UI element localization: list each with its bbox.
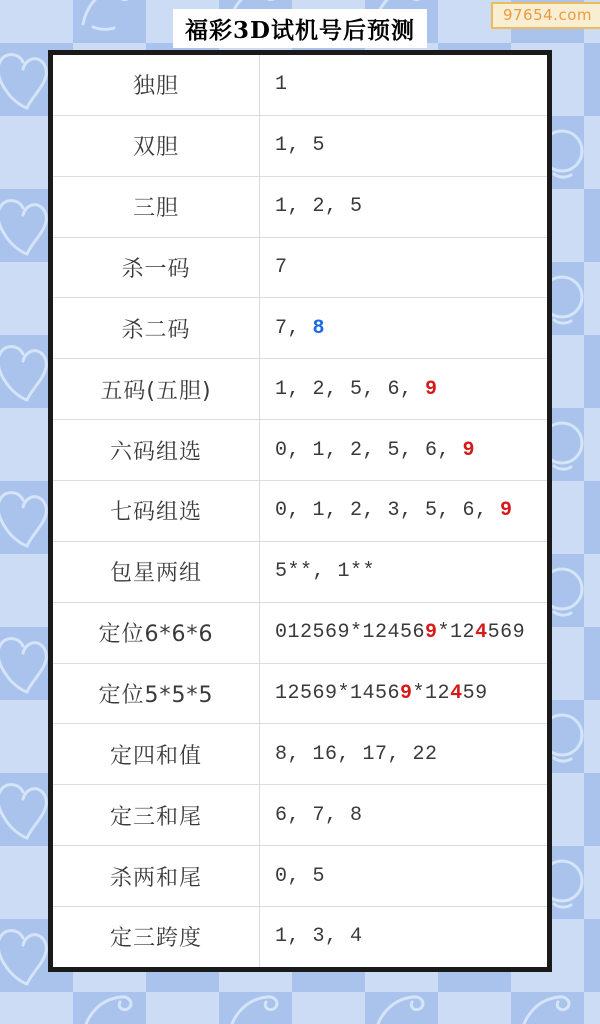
row-value [260, 359, 547, 419]
row-label: 定四和值 [53, 724, 260, 784]
swirl-doodle-icon [77, 988, 143, 1024]
value-segment-default: 59 [462, 682, 488, 706]
table-row [53, 845, 547, 906]
table-row [53, 541, 547, 602]
row-label: 独胆 [53, 55, 260, 115]
row-label: 五码(五胆) [53, 359, 260, 419]
row-label: 定三和尾 [53, 785, 260, 845]
value-segment-default: 0, 5 [275, 864, 326, 888]
table-row [53, 723, 547, 784]
value-segment-blue: 8 [312, 316, 326, 340]
value-segment-default: 7 [275, 256, 288, 279]
value-segment-default: 1, 3, 4 [275, 925, 363, 949]
swirl-doodle-icon [223, 988, 289, 1024]
heart-doodle-icon [0, 780, 50, 840]
value-segment-default: *12 [412, 682, 451, 706]
table-row [53, 55, 547, 115]
value-segment-default: 8, 16, 17, 22 [275, 742, 438, 766]
row-label: 三胆 [53, 177, 260, 237]
table-row [53, 176, 547, 237]
page-title: 福彩3D试机号后预测 [173, 9, 427, 48]
row-value [260, 420, 547, 480]
row-label: 定位5*5*5 [53, 664, 260, 724]
row-value [260, 481, 547, 541]
row-value [260, 846, 547, 906]
value-segment-red: 9 [500, 499, 513, 523]
row-value [260, 177, 547, 237]
swirl-doodle-icon [77, 0, 143, 32]
row-label: 包星两组 [53, 542, 260, 602]
row-label: 六码组选 [53, 420, 260, 480]
row-value [260, 907, 547, 967]
row-value [260, 238, 547, 298]
heart-doodle-icon [0, 50, 50, 110]
value-segment-default: 0, 1, 2, 3, 5, 6, [275, 499, 501, 523]
table-row [53, 480, 547, 541]
watermark-badge: 97654.com [491, 2, 600, 29]
value-segment-default: 5**, 1** [275, 560, 376, 584]
value-segment-default: 0, 1, 2, 5, 6, [275, 438, 463, 462]
row-value [260, 785, 547, 845]
swirl-doodle-icon [369, 988, 435, 1024]
row-label: 七码组选 [53, 481, 260, 541]
value-segment-default: 012569*12456 [275, 621, 426, 645]
value-segment-default: 569 [487, 621, 526, 645]
value-segment-red: 9 [425, 621, 438, 645]
table-row [53, 663, 547, 724]
row-value [260, 542, 547, 602]
value-segment-default: 1, 5 [275, 134, 326, 158]
table-row [53, 784, 547, 845]
row-label: 杀一码 [53, 238, 260, 298]
table-row [53, 602, 547, 663]
row-value [260, 664, 547, 724]
value-segment-default: 12569*1456 [275, 682, 401, 706]
row-value [260, 298, 547, 358]
value-segment-default: 1, 2, 5 [275, 195, 363, 219]
table-row [53, 419, 547, 480]
table-row [53, 358, 547, 419]
value-segment-default: *12 [437, 621, 476, 645]
row-label: 杀两和尾 [53, 846, 260, 906]
value-segment-default: 1, 2, 5, 6, [275, 377, 426, 401]
row-label: 定位6*6*6 [53, 603, 260, 663]
swirl-doodle-icon [515, 988, 581, 1024]
heart-doodle-icon [0, 926, 50, 986]
heart-doodle-icon [0, 196, 50, 256]
table-row [53, 297, 547, 358]
row-value [260, 724, 547, 784]
value-segment-red: 9 [462, 438, 476, 462]
row-value [260, 116, 547, 176]
table-row [53, 237, 547, 298]
value-segment-red: 9 [425, 377, 438, 401]
value-segment-default: 7, [275, 316, 313, 340]
heart-doodle-icon [0, 634, 50, 694]
value-segment-red: 4 [475, 621, 488, 645]
value-segment-default: 6, 7, 8 [275, 803, 363, 827]
table-row [53, 906, 547, 967]
heart-doodle-icon [0, 342, 50, 402]
table-row [53, 115, 547, 176]
row-label: 定三跨度 [53, 907, 260, 967]
row-value [260, 603, 547, 663]
row-label: 双胆 [53, 116, 260, 176]
prediction-table [48, 50, 552, 972]
row-label: 杀二码 [53, 298, 260, 358]
row-value [260, 55, 547, 115]
value-segment-red: 4 [450, 682, 463, 706]
value-segment-red: 9 [400, 682, 413, 706]
heart-doodle-icon [0, 488, 50, 548]
value-segment-default: 1 [275, 73, 288, 97]
